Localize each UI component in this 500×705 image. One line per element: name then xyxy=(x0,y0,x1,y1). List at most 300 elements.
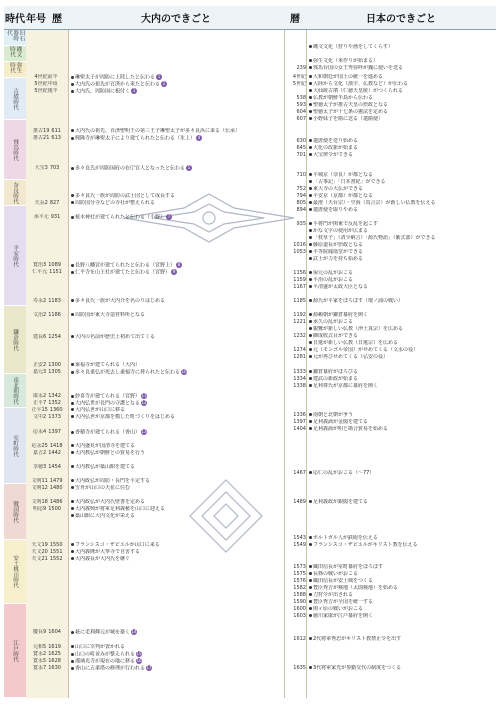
ouchi-event xyxy=(71,513,281,520)
ouchi-event xyxy=(71,81,281,88)
bullet-icon xyxy=(71,76,74,79)
ouchi-era-name: 慶長9 xyxy=(33,629,47,635)
japan-event-text: 2代将軍秀忠がキリスト教禁止令を出す xyxy=(313,636,402,642)
japan-event xyxy=(309,145,494,152)
era-label: 江戸時代 xyxy=(4,604,26,698)
ouchi-era-year xyxy=(26,165,68,172)
ouchi-event-text: 長野八幡宮が建てられたと伝わる（宮野上） xyxy=(75,262,176,269)
japan-event xyxy=(309,88,494,95)
japan-event-text: 源頼朝が鎌倉幕府を開く xyxy=(313,312,369,318)
japan-year: 593 xyxy=(296,102,306,108)
japan-year: 1573 xyxy=(293,564,306,570)
japan-year: 604 xyxy=(296,109,306,115)
ouchi-era-year xyxy=(26,135,68,142)
bullet-icon xyxy=(309,278,312,281)
japan-year: 710 xyxy=(296,172,306,178)
japan-event-text: 大和朝廷が国土の統一を進める xyxy=(313,74,384,80)
bullet-icon xyxy=(71,660,74,663)
japan-event xyxy=(309,613,494,620)
ouchi-era-year xyxy=(26,429,68,436)
ouchi-event-text: 大内政弘が大内氏壁書を定める xyxy=(75,499,146,505)
japan-event-text: 大仙陵古墳（仁徳天皇陵）がつくられる xyxy=(313,88,404,94)
japan-year xyxy=(286,340,306,347)
ouchi-year: 1186 xyxy=(48,312,61,318)
ouchi-era-year xyxy=(26,128,68,135)
bullet-icon xyxy=(71,395,74,398)
japan-event xyxy=(309,333,494,340)
ouchi-event-text: 大内の名前が歴史上初めて出てくる xyxy=(75,334,156,340)
bullet-icon xyxy=(309,180,312,183)
bullet-icon xyxy=(309,543,312,546)
japan-year: 1603 xyxy=(293,613,306,619)
japan-year: 1333 xyxy=(293,369,306,375)
ouchi-year: 1442 xyxy=(48,450,61,456)
japan-event-text: 遣唐使を送り始める xyxy=(313,138,359,144)
bullet-icon xyxy=(71,645,74,648)
japan-event xyxy=(309,95,494,102)
ouchi-event xyxy=(71,165,281,172)
japan-event-text: 縄文文化（狩りや漁をしてくらす） xyxy=(313,44,394,50)
bullet-icon xyxy=(71,667,74,670)
column-divider xyxy=(68,30,69,698)
japan-event xyxy=(309,65,494,72)
ouchi-era-name: 天文19 xyxy=(31,542,48,548)
japan-event-text: 源氏が平家をほろぼす（壇ノ浦の戦い） xyxy=(313,298,404,304)
number-badge: 10 xyxy=(181,369,187,374)
bullet-icon xyxy=(309,173,312,176)
ouchi-year: 1418 xyxy=(49,443,63,449)
ouchi-year: 1089 xyxy=(48,262,61,268)
ouchi-era-year xyxy=(26,298,68,305)
ouchi-event-text: 多々良重弘が死去し乗福寺に葬られたと伝わる xyxy=(75,369,181,376)
bullet-icon xyxy=(309,370,312,373)
japan-year: 1549 xyxy=(293,542,306,548)
ouchi-year: 1300 xyxy=(48,362,61,368)
bullet-icon xyxy=(309,82,312,85)
japan-year: 1467 xyxy=(293,470,306,476)
number-badge: 14 xyxy=(131,629,137,634)
ouchi-event xyxy=(71,499,281,506)
japan-event xyxy=(309,44,494,51)
ouchi-event xyxy=(71,429,281,436)
ouchi-event-text: 大内弘世が山口に移る xyxy=(75,407,126,413)
japan-event xyxy=(309,319,494,326)
bullet-icon xyxy=(309,413,312,416)
ouchi-event-text: 大内弘世が京都を模した町づくりをはじめる xyxy=(75,414,176,420)
japan-year: 5世紀 xyxy=(292,81,306,87)
bullet-icon xyxy=(71,167,74,170)
japan-year: 1576 xyxy=(293,578,306,584)
bullet-icon xyxy=(71,264,74,267)
number-badge: 4 xyxy=(197,135,201,140)
japan-event-text: 東大寺の大仏ができる xyxy=(313,186,364,192)
japan-event-text: 徳川家康が江戸幕府を開く xyxy=(313,613,374,619)
bullet-icon xyxy=(71,486,74,489)
japan-event-text: 武士が力を持ち始める xyxy=(313,256,364,262)
japan-year: 794 xyxy=(296,193,306,199)
ouchi-event xyxy=(71,135,281,142)
bullet-icon xyxy=(309,565,312,568)
bullet-icon xyxy=(309,420,312,423)
bullet-icon xyxy=(71,194,74,197)
japan-event-text: 刀狩令が出される xyxy=(313,592,354,598)
japan-year: 1582 xyxy=(293,585,306,591)
japan-year: 645 xyxy=(296,145,306,151)
japan-year xyxy=(286,58,306,65)
bullet-icon xyxy=(309,45,312,48)
number-badge: 9 xyxy=(172,269,176,274)
ouchi-year: 1454 xyxy=(48,464,61,470)
bullet-icon xyxy=(71,500,74,503)
japan-event-text: 平治の乱がおこる xyxy=(313,277,354,283)
japan-event xyxy=(309,592,494,599)
number-badge: 3 xyxy=(132,88,136,93)
ouchi-year: 827 xyxy=(49,200,60,206)
ouchi-era-year xyxy=(26,81,68,88)
ouchi-era-year xyxy=(26,644,68,651)
ouchi-era-name: 正平7 xyxy=(33,400,47,406)
ouchi-event-text: 大内氏の祖先が百済から来たと伝わる xyxy=(75,81,161,88)
bullet-icon xyxy=(71,631,74,634)
japan-year: 1334 xyxy=(293,376,306,382)
ouchi-event xyxy=(71,334,281,341)
ouchi-era-name: 4世紀前半 xyxy=(34,74,58,80)
japan-event-text: 平将門が関東で反乱を起こす xyxy=(313,221,379,227)
ouchi-year: 1551 xyxy=(49,549,63,555)
ouchi-era-name: 明応9 xyxy=(33,506,47,512)
bullet-icon xyxy=(71,313,74,316)
bullet-icon xyxy=(309,313,312,316)
bullet-icon xyxy=(309,103,312,106)
japan-event xyxy=(309,426,494,433)
ouchi-year: 1500 xyxy=(48,506,61,512)
japan-year: 935 xyxy=(296,221,306,227)
era-label: 南北朝時代 xyxy=(4,374,26,408)
ouchi-year: 1630 xyxy=(48,665,61,671)
ouchi-event-text: 興隆寺が琳聖太子により建てられたと伝わる（氷上） xyxy=(75,135,196,142)
japan-event xyxy=(309,116,494,123)
japan-event xyxy=(309,636,494,643)
era-label: 安土桃山時代 xyxy=(4,540,26,604)
ouchi-event xyxy=(71,400,281,407)
japan-year xyxy=(286,235,306,242)
number-badge: 2 xyxy=(162,81,166,86)
bullet-icon xyxy=(309,236,312,239)
ouchi-era-name: 文明18 xyxy=(31,499,48,505)
ouchi-year: 1604 xyxy=(48,629,61,635)
ouchi-era-year xyxy=(26,214,68,221)
japan-year xyxy=(286,256,306,263)
bullet-icon xyxy=(309,593,312,596)
japan-year: 1590 xyxy=(293,599,306,605)
japan-year: 1192 xyxy=(293,312,306,318)
japan-year: 1489 xyxy=(293,499,306,505)
japan-year: 1281 xyxy=(293,354,306,360)
japan-event xyxy=(309,599,494,606)
number-badge: 17 xyxy=(146,665,152,670)
bullet-icon xyxy=(309,471,312,474)
ouchi-era-year xyxy=(26,506,68,513)
ouchi-era-year xyxy=(26,74,68,81)
ouchi-era-name: 正安2 xyxy=(33,362,47,368)
japan-event-text: 保元の乱がおこる xyxy=(313,270,354,276)
japan-event xyxy=(309,102,494,109)
ouchi-event xyxy=(71,651,281,658)
ouchi-event-text: 多々良氏が周防国府の在庁官人となったと伝わる xyxy=(75,165,186,172)
japan-event xyxy=(309,228,494,235)
japan-event-text: 親鸞が新しい仏教（浄土真宗）を広める xyxy=(313,326,404,332)
japan-event-text: 邪馬台国の女王卑弥呼が魏に使いを送る xyxy=(313,65,404,71)
japan-event xyxy=(309,235,494,242)
japan-event xyxy=(309,665,494,672)
bullet-icon xyxy=(71,444,74,447)
ouchi-event-text: 山口の町並みが整えられる xyxy=(75,651,136,658)
japan-year xyxy=(286,44,306,51)
japan-year: 701 xyxy=(296,152,306,158)
japan-event-text: 遣唐使を取りやめる xyxy=(313,207,359,213)
bullet-icon xyxy=(309,89,312,92)
japan-event xyxy=(309,571,494,578)
ouchi-era-name: 応永4 xyxy=(33,429,47,435)
japan-year: 4世紀 xyxy=(292,74,306,80)
number-badge: 13 xyxy=(141,429,147,434)
bullet-icon xyxy=(309,607,312,610)
ouchi-event-text: 大内政弘が周防・長門を平定する xyxy=(75,478,151,484)
japan-event-text: 豊臣秀吉が全国を統一する xyxy=(313,599,374,605)
japan-event xyxy=(309,412,494,419)
japan-event-text: 大宝律令ができる xyxy=(313,152,354,158)
japan-year: 1397 xyxy=(293,419,306,425)
era-label: 平安時代 xyxy=(4,206,26,306)
ouchi-year: 1486 xyxy=(49,499,63,505)
japan-event xyxy=(309,172,494,179)
japan-event-text: 弥生文化（米作りが始まる） xyxy=(313,58,379,64)
japan-event xyxy=(309,606,494,613)
japan-event-text: 関ヶ原の戦いがおこる xyxy=(313,606,364,612)
ouchi-era-name: 嘉元3 xyxy=(33,369,47,375)
ouchi-event xyxy=(71,644,281,651)
bullet-icon xyxy=(309,536,312,539)
ouchi-era-year xyxy=(26,262,68,269)
bullet-icon xyxy=(309,600,312,603)
japan-year: 1167 xyxy=(293,284,306,290)
ouchi-event-text: 大内氏の祖先、百済聖明王の第三王子琳聖太子が多々良浜に来る（伝承） xyxy=(75,128,241,134)
ouchi-era-name: 天長2 xyxy=(34,200,48,206)
japan-event xyxy=(309,207,494,214)
japan-event xyxy=(309,585,494,592)
bullet-icon xyxy=(309,139,312,142)
ouchi-event xyxy=(71,369,281,376)
ouchi-era-name: 嘉吉2 xyxy=(33,450,47,456)
bullet-icon xyxy=(309,614,312,617)
ouchi-year: 931 xyxy=(50,214,61,220)
japan-year: 1156 xyxy=(293,270,306,276)
japan-year: 1274 xyxy=(293,347,306,353)
japan-year xyxy=(286,228,306,235)
header-japan: 日本のできごと xyxy=(306,6,496,30)
header-japan-year: 暦 xyxy=(284,6,306,30)
ouchi-era-year xyxy=(26,200,68,207)
ouchi-era-name: 5世紀後半 xyxy=(34,88,58,94)
ouchi-event-text: 大内教弘が朝鮮との貿易を行う xyxy=(75,450,146,456)
ouchi-year: 703 xyxy=(49,165,60,171)
bullet-icon xyxy=(71,83,74,86)
era-label: 古墳時代 xyxy=(4,78,26,120)
japan-year: 1185 xyxy=(293,298,306,304)
bullet-icon xyxy=(71,129,74,132)
japan-event-text: 鎌倉幕府がほろびる xyxy=(313,369,359,375)
ouchi-era-year xyxy=(26,665,68,672)
japan-event-text: 御成敗式目ができる xyxy=(313,333,359,339)
era-label: 弥生時代 xyxy=(4,62,26,78)
japan-event xyxy=(309,249,494,256)
ouchi-era-name: 正平15 xyxy=(31,407,48,413)
ouchi-event xyxy=(71,312,281,319)
bullet-icon xyxy=(309,59,312,62)
bullet-icon xyxy=(71,335,74,338)
ouchi-era-year xyxy=(26,400,68,407)
ouchi-year: 1373 xyxy=(48,414,61,420)
ouchi-event xyxy=(71,298,281,305)
ouchi-year: 1342 xyxy=(48,393,61,399)
bullet-icon xyxy=(309,117,312,120)
ouchi-era-name: 天文20 xyxy=(31,549,48,555)
bullet-icon xyxy=(309,341,312,344)
ouchi-event-text: 香積寺が建てられる（香山） xyxy=(75,429,141,436)
japan-event-text: 平城京（奈良）が都となる xyxy=(313,172,374,178)
japan-event-text: 藤原道長が摂政となる xyxy=(313,242,364,248)
ouchi-year: 1151 xyxy=(49,269,62,275)
ouchi-era-name: 天文21 xyxy=(31,556,48,562)
ouchi-year: 1352 xyxy=(48,400,61,406)
japan-event-text: 豊臣秀吉が検地（太閤検地）を始める xyxy=(313,585,399,591)
japan-event xyxy=(309,383,494,390)
japan-year: 752 xyxy=(296,186,306,192)
ouchi-event-text: 周防国分寺などの寺社が整えられる xyxy=(75,200,156,206)
ouchi-event xyxy=(71,629,281,636)
bullet-icon xyxy=(309,110,312,113)
ouchi-event xyxy=(71,450,281,457)
japan-event xyxy=(309,340,494,347)
bullet-icon xyxy=(71,271,74,274)
bullet-icon xyxy=(309,257,312,260)
japan-event xyxy=(309,347,494,354)
era-label: 旧石器時代 xyxy=(4,30,26,46)
ouchi-event xyxy=(71,362,281,369)
japan-event-text: 応仁の乱がおこる（〜77） xyxy=(313,470,375,476)
bullet-icon xyxy=(71,201,74,204)
ouchi-era-year xyxy=(26,556,68,563)
japan-event xyxy=(309,578,494,585)
japan-event xyxy=(309,499,494,506)
ouchi-era-year xyxy=(26,407,68,414)
japan-event-text: 「枕草子」（清少納言）「源氏物語」（紫式部）ができる xyxy=(313,235,436,241)
japan-event xyxy=(309,312,494,319)
japan-event-text: 足利義満が金閣を建てる xyxy=(313,419,369,425)
ouchi-event xyxy=(71,478,281,485)
bullet-icon xyxy=(71,479,74,482)
ouchi-era-year xyxy=(26,450,68,457)
bullet-icon xyxy=(309,327,312,330)
ouchi-year: 1480 xyxy=(49,485,63,491)
ouchi-event-text: 香山に五重塔の修理が行われる xyxy=(75,665,146,672)
ouchi-era-name: 文明11 xyxy=(31,478,48,484)
ouchi-era-name: 建長6 xyxy=(33,334,47,340)
japan-event-text: 大陸から文化（漢字、仏教など）が伝わる xyxy=(313,81,409,87)
ouchi-year: 1305 xyxy=(48,369,61,375)
bullet-icon xyxy=(71,402,74,405)
bullet-icon xyxy=(309,146,312,149)
japan-year: 607 xyxy=(296,116,306,122)
ouchi-event-text: 瑠璃光寺が現在の地に移る xyxy=(75,658,136,665)
japan-event xyxy=(309,193,494,200)
number-badge: 15 xyxy=(136,651,142,656)
japan-event xyxy=(309,326,494,333)
number-badge: 5 xyxy=(187,165,191,170)
japan-year: 1338 xyxy=(293,383,306,389)
bullet-icon xyxy=(309,334,312,337)
number-badge: 1 xyxy=(157,74,161,79)
timeline-sheet xyxy=(4,6,496,698)
bullet-icon xyxy=(309,586,312,589)
ouchi-era-name: 元和5 xyxy=(33,644,47,650)
bullet-icon xyxy=(309,187,312,190)
japan-event-text: 南朝と北朝が争う xyxy=(313,412,354,418)
ouchi-era-year xyxy=(26,478,68,485)
ouchi-year: 1625 xyxy=(48,651,61,657)
ouchi-era-name: 文明12 xyxy=(31,485,48,491)
ouchi-event xyxy=(71,407,281,414)
japan-event xyxy=(309,242,494,249)
bullet-icon xyxy=(71,543,74,546)
bullet-icon xyxy=(309,666,312,669)
japan-event xyxy=(309,284,494,291)
japan-event-text: 織田信長が安土城をつくる xyxy=(313,578,374,584)
japan-event xyxy=(309,564,494,571)
ouchi-era-year xyxy=(26,542,68,549)
japan-event xyxy=(309,200,494,207)
ouchi-era-name: 推古19 xyxy=(33,128,50,134)
japan-year xyxy=(286,88,306,95)
japan-year: 239 xyxy=(296,65,306,71)
ouchi-year: 1619 xyxy=(48,644,61,650)
ouchi-era-name: 寿永2 xyxy=(33,298,47,304)
japan-event-text: 平安京（京都）が都となる xyxy=(313,193,374,199)
bullet-icon xyxy=(309,229,312,232)
ouchi-event-text: 大内義興が将軍足利義稙を山口に迎える xyxy=(75,506,166,512)
ouchi-event-text: 周防国が東大寺造営料所となる xyxy=(75,312,146,318)
ouchi-event xyxy=(71,549,281,556)
japan-event-text: 最澄（天台宗）・空海（真言宗）が新しい仏教を伝える xyxy=(313,200,436,206)
ouchi-era-year xyxy=(26,549,68,556)
ouchi-event-text: 雪舟が山口の天花に住む xyxy=(75,485,131,491)
japan-event xyxy=(309,354,494,361)
ouchi-event-text: 妙喜寺が建てられる（宮野） xyxy=(75,393,141,400)
japan-event xyxy=(309,109,494,116)
ouchi-event xyxy=(71,262,281,269)
header-western: 歴 xyxy=(46,6,68,30)
japan-event-text: 足利義満が明と勘合貿易を始める xyxy=(313,426,389,432)
header-era: 時代 xyxy=(4,6,26,30)
ouchi-era-year xyxy=(26,464,68,471)
ouchi-era-name: 5世紀中頃 xyxy=(34,81,58,87)
ouchi-event-text: 大内盛見が国清寺を建てる xyxy=(75,443,136,449)
ouchi-year: 611 xyxy=(51,128,61,134)
japan-year: 1016 xyxy=(293,242,306,248)
ouchi-year: 1552 xyxy=(49,556,63,562)
bullet-icon xyxy=(71,137,74,140)
ouchi-event-text: 琳聖太子が周防に上陸したと伝わる xyxy=(75,74,156,81)
